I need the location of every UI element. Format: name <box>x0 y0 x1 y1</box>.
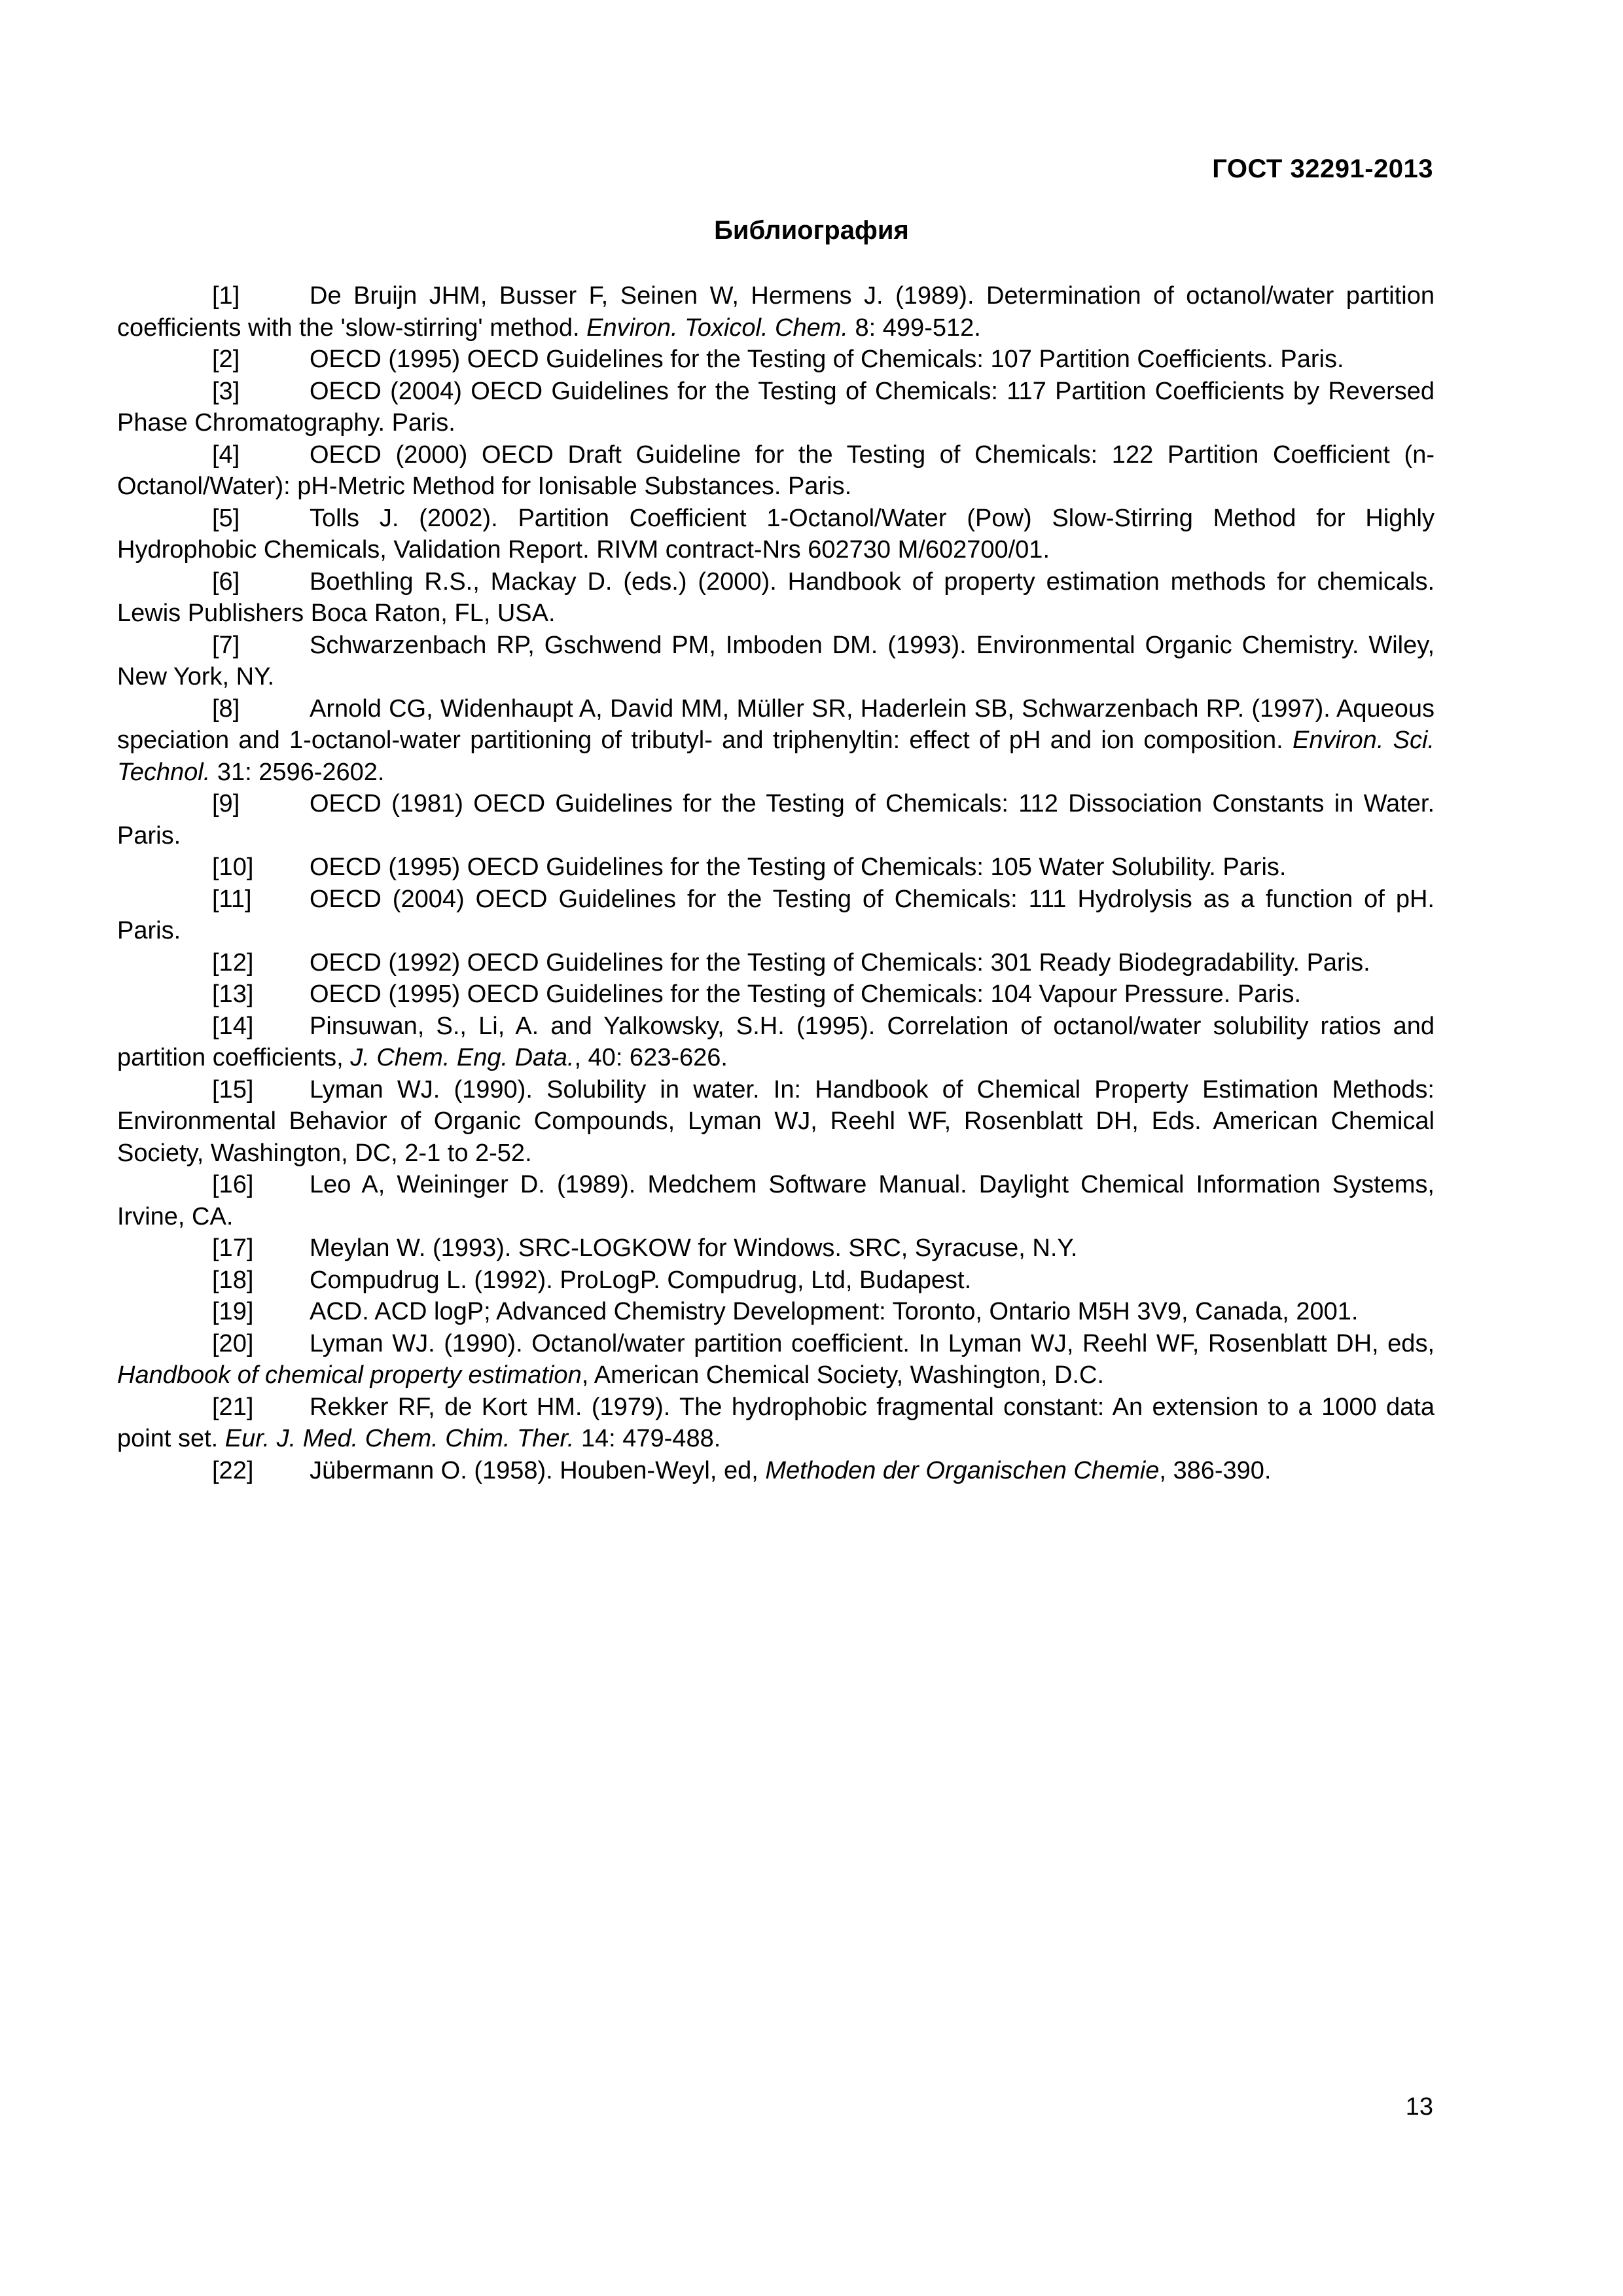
reference-number: [15] <box>212 1075 254 1103</box>
bibliography-list <box>117 280 1435 1486</box>
reference-text: Pinsuwan, S., Li, A. and Yalkowsky, S.H. (1995). Correlation of octanol/water solubility ratios and partition coefficients, <box>117 1012 1435 1071</box>
reference-text: OECD (1995) OECD Guidelines for the Testing of Chemicals: 107 Partition Coefficients. Paris. <box>310 346 1344 373</box>
reference-text: 8: 499-512. <box>847 314 981 342</box>
reference-text: , 386-390. <box>1159 1456 1272 1484</box>
document-code: ГОСТ 32291-2013 <box>1212 154 1433 183</box>
bibliography-entry <box>117 1391 1435 1455</box>
bibliography-entry <box>117 439 1435 503</box>
bibliography-entry <box>117 978 1435 1011</box>
reference-number: [17] <box>212 1234 254 1262</box>
reference-number: [7] <box>212 631 240 659</box>
reference-text: 14: 479-488. <box>574 1425 721 1452</box>
reference-number: [5] <box>212 504 240 532</box>
bibliography-entry <box>117 503 1435 566</box>
reference-text: OECD (1995) OECD Guidelines for the Testing of Chemicals: 104 Vapour Pressure. Paris. <box>310 980 1302 1008</box>
bibliography-entry <box>117 630 1435 693</box>
reference-text: Arnold CG, Widenhaupt A, David MM, Müller SR, Haderlein SB, Schwarzenbach RP. (1997). Aqueous speciation and 1-octanol-water partitioning of tributyl- and triphenyltin: effect of pH and ion composition. <box>117 694 1435 754</box>
bibliography-entry <box>117 1232 1435 1265</box>
reference-text: OECD (2000) OECD Draft Guideline for the Testing of Chemicals: 122 Partition Coefficient (n-Octanol/Water): pH-Metric Method for Ionisable Substances. Paris. <box>117 440 1435 500</box>
reference-journal: J. Chem. Eng. Data. <box>350 1044 575 1071</box>
reference-text: ACD. ACD logP; Advanced Chemistry Development: Toronto, Ontario M5H 3V9, Canada, 2001. <box>310 1298 1359 1325</box>
reference-text: Rekker RF, de Kort HM. (1979). The hydrophobic fragmental constant: An extension to a 1000 data point set. <box>117 1393 1435 1452</box>
reference-number: [8] <box>212 694 240 723</box>
reference-journal: Methoden der Organischen Chemie <box>765 1456 1160 1484</box>
reference-number: [2] <box>212 346 240 373</box>
reference-text: Compudrug L. (1992). ProLogP. Compudrug, Ltd, Budapest. <box>310 1266 972 1294</box>
bibliography-entry <box>117 376 1435 439</box>
reference-text: OECD (1992) OECD Guidelines for the Testing of Chemicals: 301 Ready Biodegradability. Paris. <box>310 948 1370 977</box>
reference-text: Meylan W. (1993). SRC-LOGKOW for Windows. SRC, Syracuse, N.Y. <box>310 1234 1078 1262</box>
bibliography-entry <box>117 1011 1435 1074</box>
reference-number: [16] <box>212 1171 254 1198</box>
reference-journal: Handbook of chemical property estimation <box>117 1361 582 1389</box>
reference-text: Boethling R.S., Mackay D. (eds.) (2000). Handbook of property estimation methods for chemicals. Lewis Publishers Boca Raton, FL, USA. <box>117 567 1435 627</box>
reference-number: [11] <box>212 885 252 913</box>
bibliography-entry <box>117 693 1435 789</box>
bibliography-entry <box>117 1169 1435 1232</box>
bibliography-entry <box>117 1074 1435 1170</box>
reference-text: Jübermann O. (1958). Houben-Weyl, ed, <box>310 1456 766 1484</box>
reference-number: [6] <box>212 567 240 596</box>
reference-text: Schwarzenbach RP, Gschwend PM, Imboden DM. (1993). Environmental Organic Chemistry. Wiley, New York, NY. <box>117 631 1435 691</box>
reference-number: [19] <box>212 1298 254 1325</box>
reference-text: De Bruijn JHM, Busser F, Seinen W, Hermens J. (1989). Determination of octanol/water partition coefficients with the 'slow-stirring' method. <box>117 282 1435 342</box>
reference-number: [21] <box>212 1393 254 1421</box>
bibliography-entry <box>117 280 1435 344</box>
reference-journal: Environ. Toxicol. Chem. <box>586 314 848 342</box>
reference-text: , 40: 623-626. <box>574 1044 728 1071</box>
reference-text: Leo A, Weininger D. (1989). Medchem Software Manual. Daylight Chemical Information Systems, Irvine, CA. <box>117 1171 1435 1230</box>
reference-journal: Environ. Sci. Technol. <box>117 726 1435 786</box>
reference-text: OECD (1995) OECD Guidelines for the Testing of Chemicals: 105 Water Solubility. Paris. <box>310 853 1287 881</box>
bibliography-entry <box>117 1328 1435 1391</box>
reference-number: [10] <box>212 853 254 881</box>
reference-text: 31: 2596-2602. <box>210 758 385 786</box>
reference-text: , American Chemical Society, Washington, D.C. <box>581 1361 1104 1389</box>
reference-text: OECD (2004) OECD Guidelines for the Testing of Chemicals: 111 Hydrolysis as a function of pH. Paris. <box>117 885 1435 944</box>
bibliography-entry <box>117 1296 1435 1328</box>
bibliography-entry <box>117 1265 1435 1297</box>
reference-journal: Eur. J. Med. Chem. Chim. Ther. <box>224 1425 575 1452</box>
reference-number: [12] <box>212 948 254 977</box>
bibliography-entry <box>117 788 1435 852</box>
bibliography-entry <box>117 884 1435 947</box>
reference-number: [20] <box>212 1329 254 1357</box>
reference-number: [22] <box>212 1456 254 1484</box>
bibliography-entry <box>117 1455 1435 1487</box>
bibliography-entry <box>117 947 1435 979</box>
reference-number: [4] <box>212 440 240 469</box>
page-title: Библиография <box>714 216 909 245</box>
reference-text: Lyman WJ. (1990). Octanol/water partition coefficient. In Lyman WJ, Reehl WF, Rosenblatt DH, eds, <box>310 1329 1435 1357</box>
bibliography-entry <box>117 344 1435 376</box>
reference-number: [3] <box>212 377 240 405</box>
reference-text: Lyman WJ. (1990). Solubility in water. In: Handbook of Chemical Property Estimation Methods: Environmental Behavior of Organic Compounds, Lyman WJ, Reehl WF, Rosenblatt DH, Eds. American Chemical Society, Washington, DC, 2-1 to 2-52. <box>117 1075 1435 1167</box>
page-number: 13 <box>1405 2093 1433 2121</box>
reference-number: [18] <box>212 1266 254 1294</box>
reference-number: [9] <box>212 790 240 817</box>
reference-text: OECD (1981) OECD Guidelines for the Testing of Chemicals: 112 Dissociation Constants in Water. Paris. <box>117 790 1435 850</box>
bibliography-entry <box>117 852 1435 884</box>
reference-number: [1] <box>212 282 240 310</box>
reference-number: [14] <box>212 1012 254 1040</box>
bibliography-entry <box>117 566 1435 630</box>
reference-text: OECD (2004) OECD Guidelines for the Testing of Chemicals: 117 Partition Coefficients by Reversed Phase Chromatography. Paris. <box>117 377 1435 437</box>
reference-text: Tolls J. (2002). Partition Coefficient 1-Octanol/Water (Pow) Slow-Stirring Method for Highly Hydrophobic Chemicals, Validation Report. RIVM contract-Nrs 602730 M/602700/01. <box>117 504 1435 564</box>
reference-number: [13] <box>212 980 254 1008</box>
